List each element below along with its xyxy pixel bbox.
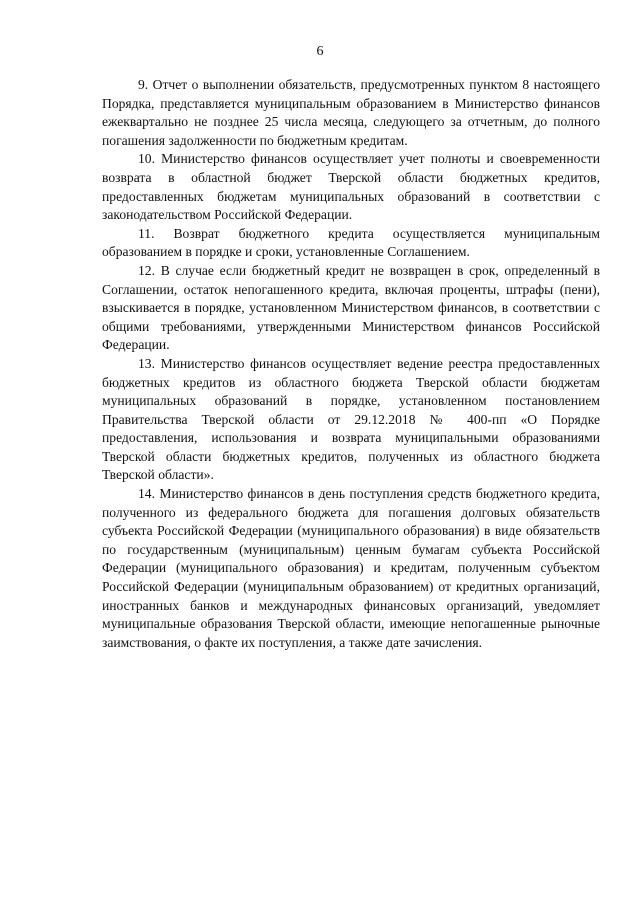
page-number: 6 <box>316 44 324 59</box>
paragraph-12: 12. В случае если бюджетный кредит не возвращен в срок, определенный в Соглашении, остаток непогашенного кредита, включая проценты, штрафы (пени), взыскивается в порядке, установленном Министерством финансов, в соответствии с общими требованиями, утвержденными Министерством финансов Российской Федерации. <box>102 262 600 353</box>
paragraph-11: 11. Возврат бюджетного кредита осуществляется муниципальным образованием в порядке и сроки, установленные Соглашением. <box>102 225 600 260</box>
document-body <box>102 76 600 652</box>
paragraph-9: 9. Отчет о выполнении обязательств, предусмотренных пунктом 8 настоящего Порядка, представляется муниципальным образованием в Министерство финансов ежеквартально не позднее 25 числа месяца, следующего за отчетным, до полного погашения задолженности по бюджетным кредитам. <box>102 77 600 148</box>
paragraph-10: 10. Министерство финансов осуществляет учет полноты и своевременности возврата в областной бюджет Тверской области бюджетных кредитов, предоставленных бюджетам муниципальных образований в соответствии с законодательством Российской Федерации. <box>102 151 600 223</box>
paragraph-14: 14. Министерство финансов в день поступления средств бюджетного кредита, полученного из федерального бюджета для погашения долговых обязательств субъекта Российской Федерации (муниципального образования) в виде обязательств по государственным (муниципальным) ценным бумагам субъекта Российской Федерации (муниципального образования) и кредитам, полученным субъектом Российской Федерации (муниципальным образованием) от кредитных организаций, иностранных банков и международных финансовых организаций, уведомляет муниципальные образования Тверской области, имеющие непогашенные рыночные заимствования, о факте их поступления, а также дате зачисления. <box>102 486 600 650</box>
paragraph-13: 13. Министерство финансов осуществляет ведение реестра предоставленных бюджетных кредитов из областного бюджета Тверской области бюджетам муниципальных образований в порядке, установленном постановлением Правительства Тверской области от 29.12.2018 № 400-пп «О Порядке предоставления, использования и возврата муниципальными образованиями Тверской области бюджетных кредитов, полученных из областного бюджета Тверской области». <box>102 355 600 483</box>
